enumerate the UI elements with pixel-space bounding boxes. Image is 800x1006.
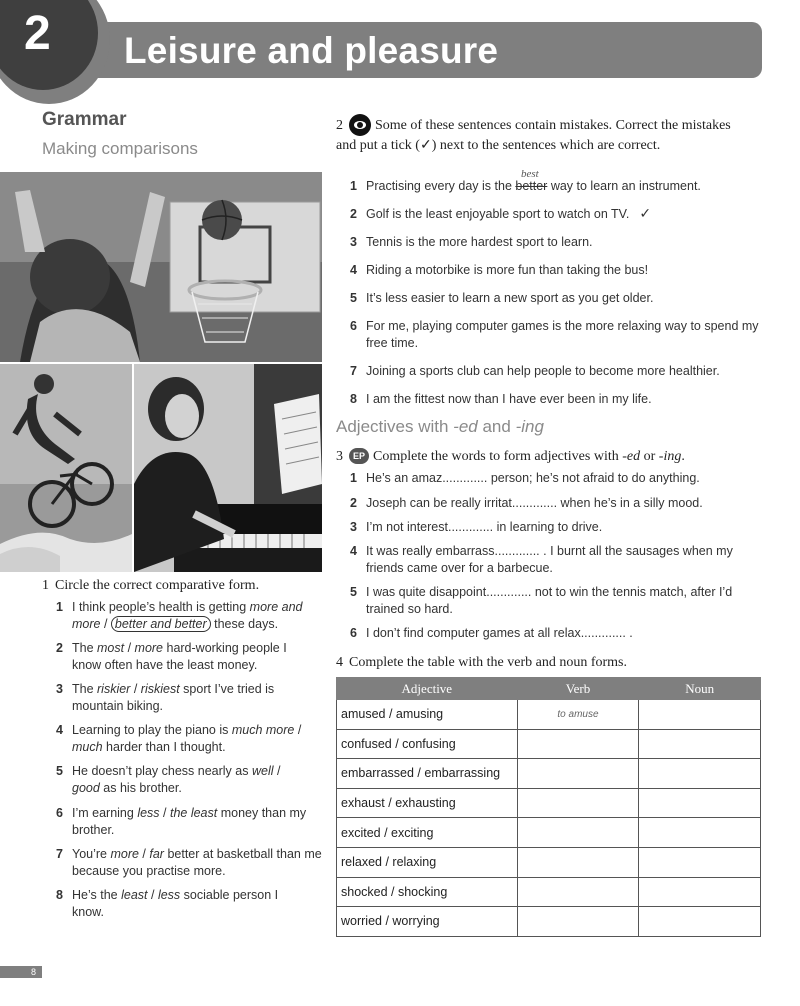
exercise-2-item: 7 Joining a sports club can help people to become more healthier. [350,364,720,378]
noun-cell[interactable] [639,729,761,759]
option-a[interactable]: much more [231,723,295,737]
option-a[interactable]: least [121,888,148,902]
ep-badge-icon: EP [349,448,369,464]
option-b[interactable]: much [72,740,103,754]
exercise-1-item: 1 I think people’s health is getting more and more / better and better these days. [56,600,303,631]
noun-cell[interactable] [639,818,761,848]
exercise-1-item: 4 Learning to play the piano is much more / much harder than I thought. [56,723,302,754]
exercise-1-instruction: 1 Circle the correct comparative form. [42,578,260,593]
verb-cell[interactable] [517,847,639,877]
verb-cell[interactable] [517,759,639,789]
noun-cell[interactable] [639,788,761,818]
noun-cell[interactable] [639,877,761,907]
option-b[interactable]: less [157,888,181,902]
column-header-noun: Noun [639,678,761,700]
section-heading-adjectives: Adjectives with -ed and -ing [336,417,544,436]
adjective-cell: shocked / shocking [337,877,518,907]
section-heading-grammar: Grammar [42,109,127,130]
unit-number: 2 [24,7,51,60]
exercise-3-instruction: 3 EP Complete the words to form adjectives with -ed or -ing. [336,449,685,464]
exercise-1-item: 2 The most / more hard-working people I know often have the least money. [56,641,287,672]
exercise-3-item[interactable]: 3 I’m not interest............. in learning to drive. [350,520,603,534]
adjective-cell: embarrassed / embarrassing [337,759,518,789]
exercise-2-item: 5 It’s less easier to learn a new sport as you get older. [350,291,654,305]
eye-icon [349,114,371,136]
exercise-1-item: 8 He’s the least / less sociable person I know. [56,888,279,919]
verb-cell[interactable] [517,877,639,907]
table-row [337,847,761,877]
photo-mountain-biking [0,364,132,572]
adjective-cell: confused / confusing [337,729,518,759]
exercise-2-item: 1 Practising every day is the better way to learn an instrument. [350,179,701,193]
adjective-cell: exhaust / exhausting [337,788,518,818]
exercise-1-item: 5 He doesn’t play chess nearly as well / good as his brother. [56,764,281,795]
option-b[interactable]: more [134,641,164,655]
exercise-2-item: 6 For me, playing computer games is the more relaxing way to spend my free time. [350,319,759,350]
table-row [337,759,761,789]
option-a[interactable]: riskier [97,682,131,696]
option-b[interactable]: the least [169,806,218,820]
struck-word: better [515,179,548,193]
option-a[interactable]: most [97,641,125,655]
option-a[interactable]: more and [249,600,303,614]
noun-cell[interactable] [639,907,761,937]
noun-cell[interactable] [639,847,761,877]
photo-piano [134,364,322,572]
handwritten-correction: best [521,168,539,180]
option-a[interactable]: well [251,764,274,778]
table-row [337,729,761,759]
column-header-verb: Verb [517,678,639,700]
exercise-2-item: 2 Golf is the least enjoyable sport to watch on TV. ✓ [350,206,652,222]
exercise-3-item[interactable]: 1 He’s an amaz............. person; he’s not afraid to do anything. [350,471,700,485]
verb-cell[interactable] [517,788,639,818]
exercise-3-item[interactable]: 2 Joseph can be really irritat............. when he’s in a silly mood. [350,496,703,510]
exercise-3-item[interactable]: 6 I don’t find computer games at all relax............. . [350,626,633,640]
table-row [337,907,761,937]
verb-cell[interactable]: to amuse [517,700,639,730]
exercise-2-item: 8 I am the fittest now than I have ever been in my life. [350,392,652,406]
exercise-1-item: 6 I’m earning less / the least money than my brother. [56,806,307,837]
option-a-cont[interactable]: more [72,617,101,631]
noun-cell[interactable] [639,759,761,789]
table-row [337,700,761,730]
section-subheading-comparisons: Making comparisons [42,139,198,158]
adjective-cell: relaxed / relaxing [337,847,518,877]
exercise-4-instruction: 4 Complete the table with the verb and noun forms. [336,655,627,670]
exercise-2-item: 4 Riding a motorbike is more fun than taking the bus! [350,263,649,277]
circled-answer[interactable]: better and better [111,616,211,632]
exercise-2-item: 3 Tennis is the more hardest sport to learn. [350,235,593,249]
option-b[interactable]: far [149,847,164,861]
noun-cell[interactable] [639,700,761,730]
page-number: 8 [0,966,42,978]
adjective-cell: excited / exciting [337,818,518,848]
unit-title: Leisure and pleasure [124,30,499,71]
photo-basketball [0,172,322,362]
exercise-3-item[interactable]: 5 I was quite disappoint............. not to win the tennis match, after I’d trained so hard. [350,585,733,616]
verb-cell[interactable] [517,907,639,937]
table-row [337,877,761,907]
table-row [337,788,761,818]
option-a[interactable]: more [110,847,139,861]
verb-cell[interactable] [517,818,639,848]
exercise-1-item: 3 The riskier / riskiest sport I’ve tried is mountain biking. [56,682,275,713]
exercise-3-item[interactable]: 4 It was really embarrass............. . I burnt all the sausages when my friends came over for a barbecue. [350,544,733,575]
tick-mark: ✓ [639,206,652,222]
adjective-cell: amused / amusing [337,700,518,730]
verb-noun-table [336,677,761,937]
exercise-2-instruction: 2 Some of these sentences contain mistakes. Correct the mistakes and put a tick (✓) next to the sentences which are correct. [336,115,746,154]
column-header-adjective: Adjective [337,678,518,700]
option-a[interactable]: less [137,806,160,820]
option-b[interactable]: riskiest [140,682,180,696]
table-row [337,818,761,848]
adjective-cell: worried / worrying [337,907,518,937]
verb-cell[interactable] [517,729,639,759]
exercise-1-item: 7 You’re more / far better at basketball than me because you practise more. [56,847,322,878]
option-b[interactable]: good [72,781,100,795]
